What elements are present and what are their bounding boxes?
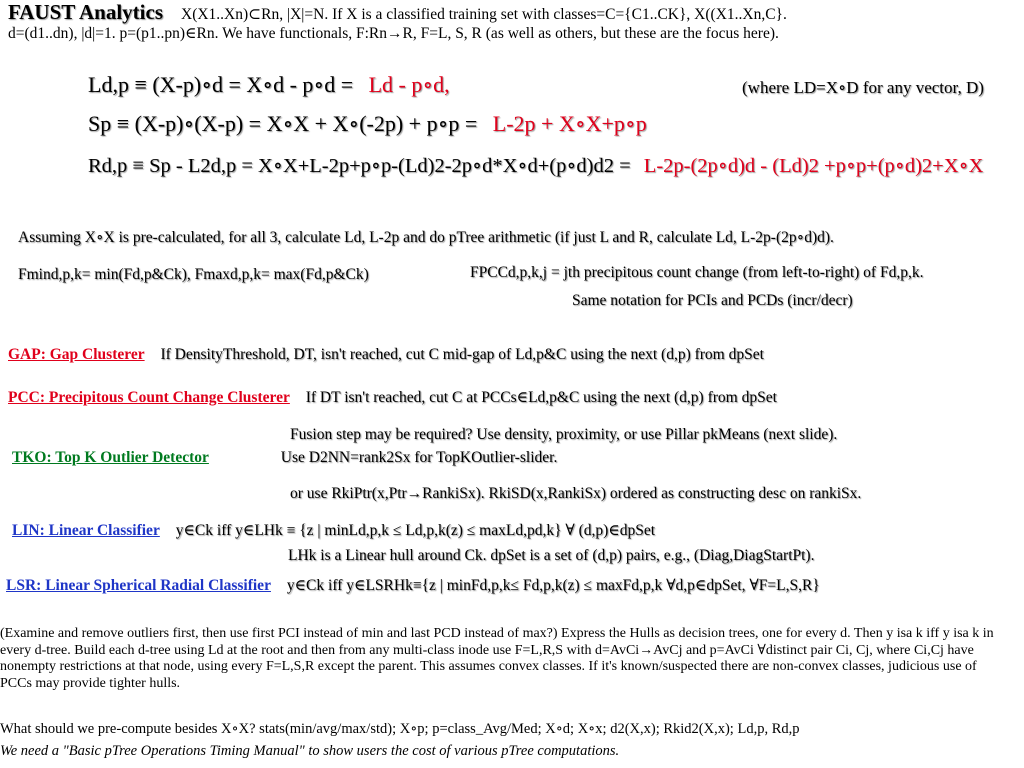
lsr-text: y∈Ck iff y∈LSRHk≡{z | minFd,p,k≤ Fd,p,k(z) ≤ maxFd,p,k ∀d,p∈dpSet, ∀F=L,S,R}	[286, 577, 820, 594]
formula-r-rhs: L-2p-(2p∘d)d - (Ld)2 +p∘p+(p∘d)2+X∘X	[643, 155, 984, 177]
formula-s	[88, 111, 647, 137]
fpcc-note: FPCCd,p,k,j = jth precipitous count change (from left-to-right) of Fd,p,k.	[470, 264, 924, 281]
header-line-1: X(X1..Xn)⊂Rn, |X|=N. If X is a classified training set with classes=C={C1..CK}, X((X1..Xn,C}.	[181, 6, 787, 23]
gap-row	[8, 346, 764, 364]
lin-label: LIN: Linear Classifier	[12, 522, 160, 539]
gap-label: GAP: Gap Clusterer	[8, 346, 145, 363]
bottom-paragraph: (Examine and remove outliers first, then use first PCI instead of min and last PCD instead of max?) Express the Hulls as decision trees, one for every d. Then y isa k iff y isa k in every d-tree. Build each d-tree using Ld at the root and then from any multi-class inode use F=L,R,S with d=AvCi→AvCj and p=AvCi ∀distinct pair Ci, Cj, where Ci,Cj have nonempty restrictions at that node, using every F=L,S,R except the parent. This assumes convex classes. If it's known/suspected there are non-convex classes, judicious use of PCCs may provide tighter hulls.	[0, 626, 994, 691]
formula-r-lhs: Rd,p ≡ Sp - L2d,p = X∘X+L-2p+p∘p-(Ld)2-2p∘d*X∘d+(p∘d)d2 =	[88, 155, 631, 177]
assuming-note: Assuming X∘X is pre-calculated, for all 3, calculate Ld, L-2p and do pTree arithmetic (if just L and R, calculate Ld, L-2p-(2p∘d)d).	[18, 229, 834, 246]
header	[8, 0, 787, 25]
header-line-2: d=(d1..dn), |d|=1. p=(p1..pn)∈Rn. We have functionals, F:Rn→R, F=L, S, R (as well as others, but these are the focus here).	[8, 25, 779, 42]
lin-text: y∈Ck iff y∈LHk ≡ {z | minLd,p,k ≤ Ld,p,k(z) ≤ maxLd,pd,k} ∀ (d,p)∈dpSet	[175, 522, 656, 539]
lsr-label: LSR: Linear Spherical Radial Classifier	[6, 577, 271, 594]
timing-manual-note: We need a "Basic pTree Operations Timing Manual" to show users the cost of various pTree computations.	[0, 743, 620, 759]
formula-s-rhs: L-2p + X∘X+p∘p	[492, 111, 647, 136]
tko-row	[12, 449, 557, 467]
pcc-text: If DT isn't reached, cut C at PCCs∈Ld,p&C using the next (d,p) from dpSet	[305, 389, 777, 406]
tko-post: or use RkiPtr(x,Ptr→RankiSx). RkiSD(x,RankiSx) ordered as constructing desc on rankiSx.	[290, 485, 862, 502]
formula-l-note: (where LD=X∘D for any vector, D)	[742, 78, 984, 97]
formula-l	[88, 72, 450, 98]
fmin-note: Fmind,p,k= min(Fd,p&Ck), Fmaxd,p,k= max(Fd,p&Ck)	[18, 266, 369, 283]
formula-r	[88, 153, 983, 178]
tko-pre: Fusion step may be required? Use density, proximity, or use Pillar pkMeans (next slide).	[290, 426, 838, 443]
tko-text: Use D2NN=rank2Sx for TopKOutlier-slider.	[280, 449, 558, 466]
pcc-label: PCC: Precipitous Count Change Clusterer	[8, 389, 290, 406]
gap-text: If DensityThreshold, DT, isn't reached, cut C mid-gap of Ld,p&C using the next (d,p) from dpSet	[160, 346, 764, 363]
lin-post: LHk is a Linear hull around Ck. dpSet is a set of (d,p) pairs, e.g., (Diag,DiagStartPt).	[288, 547, 815, 564]
tko-label: TKO: Top K Outlier Detector	[12, 449, 209, 466]
same-notation-note: Same notation for PCIs and PCDs (incr/decr)	[572, 292, 853, 309]
pcc-row	[8, 388, 777, 407]
formula-l-lhs: Ld,p ≡ (X-p)∘d = X∘d - p∘d =	[88, 72, 354, 97]
precompute-question: What should we pre-compute besides X∘X? stats(min/avg/max/std); X∘p; p=class_Avg/Med; X∘d; X∘x; d2(X,x); Rkid2(X,x); Ld,p, Rd,p	[0, 721, 800, 737]
lin-row	[12, 521, 655, 540]
lsr-row	[6, 576, 820, 595]
brand-title: FAUST Analytics	[8, 0, 163, 24]
formula-s-lhs: Sp ≡ (X-p)∘(X-p) = X∘X + X∘(-2p) + p∘p =	[88, 111, 478, 136]
formula-l-rhs: Ld - p∘d,	[368, 72, 450, 97]
